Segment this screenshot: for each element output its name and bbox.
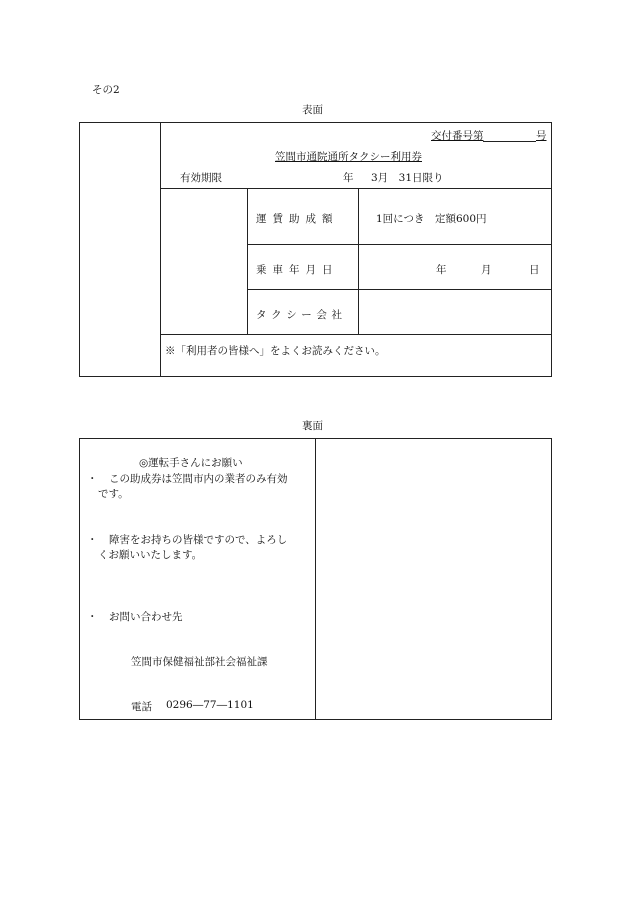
validity-date: 3月 31日限り xyxy=(371,172,444,184)
front-row-divider-2 xyxy=(247,289,552,290)
ticket-title: 笠間市通院通所タクシー利用券 xyxy=(275,151,422,163)
notice-2-line2: くお願いいたします。 xyxy=(98,549,203,561)
front-row-divider-1 xyxy=(247,244,552,245)
front-note: ※「利用者の皆様へ」をよくお読みください。 xyxy=(165,345,386,357)
issue-number-label: 交付番号第 xyxy=(431,130,484,142)
validity-label: 有効期限 xyxy=(180,172,222,184)
front-label-divider xyxy=(358,188,359,334)
back-center-divider xyxy=(315,438,316,720)
page-label: その2 xyxy=(92,84,120,96)
front-left-margin-divider xyxy=(160,122,161,377)
front-heading: 表面 xyxy=(302,104,323,116)
taxi-company-label: タクシー会社 xyxy=(256,309,347,321)
phone-number: 0296―77―1101 xyxy=(166,699,254,711)
bullet-1: ・ xyxy=(87,473,98,485)
ride-date-label: 乗車年月日 xyxy=(256,264,339,276)
phone-label: 電話 xyxy=(131,701,152,713)
fare-subsidy-label: 運賃助成額 xyxy=(256,213,339,225)
ride-date-day: 日 xyxy=(529,264,540,276)
front-note-divider xyxy=(160,334,552,335)
back-heading: 裏面 xyxy=(302,420,323,432)
contact-label: お問い合わせ先 xyxy=(109,611,183,623)
notice-1-line1: この助成券は笠間市内の業者のみ有効 xyxy=(109,473,288,485)
driver-request-title: ◎運転手さんにお願い xyxy=(139,457,243,469)
ride-date-year: 年 xyxy=(436,264,447,276)
notice-2-line1: 障害をお持ちの皆様ですので、よろし xyxy=(109,534,288,546)
front-stamp-divider xyxy=(247,188,248,334)
validity-year: 年 xyxy=(343,172,354,184)
issue-number-blank xyxy=(483,141,536,142)
issue-number-suffix: 号 xyxy=(536,130,547,142)
front-grid-top xyxy=(160,188,552,189)
fare-subsidy-value: 1回につき 定額600円 xyxy=(376,213,487,225)
bullet-2: ・ xyxy=(87,534,98,546)
ride-date-month: 月 xyxy=(481,264,492,276)
bullet-3: ・ xyxy=(87,611,98,623)
contact-department: 笠間市保健福祉部社会福祉課 xyxy=(131,656,268,668)
notice-1-line2: です。 xyxy=(98,488,129,500)
